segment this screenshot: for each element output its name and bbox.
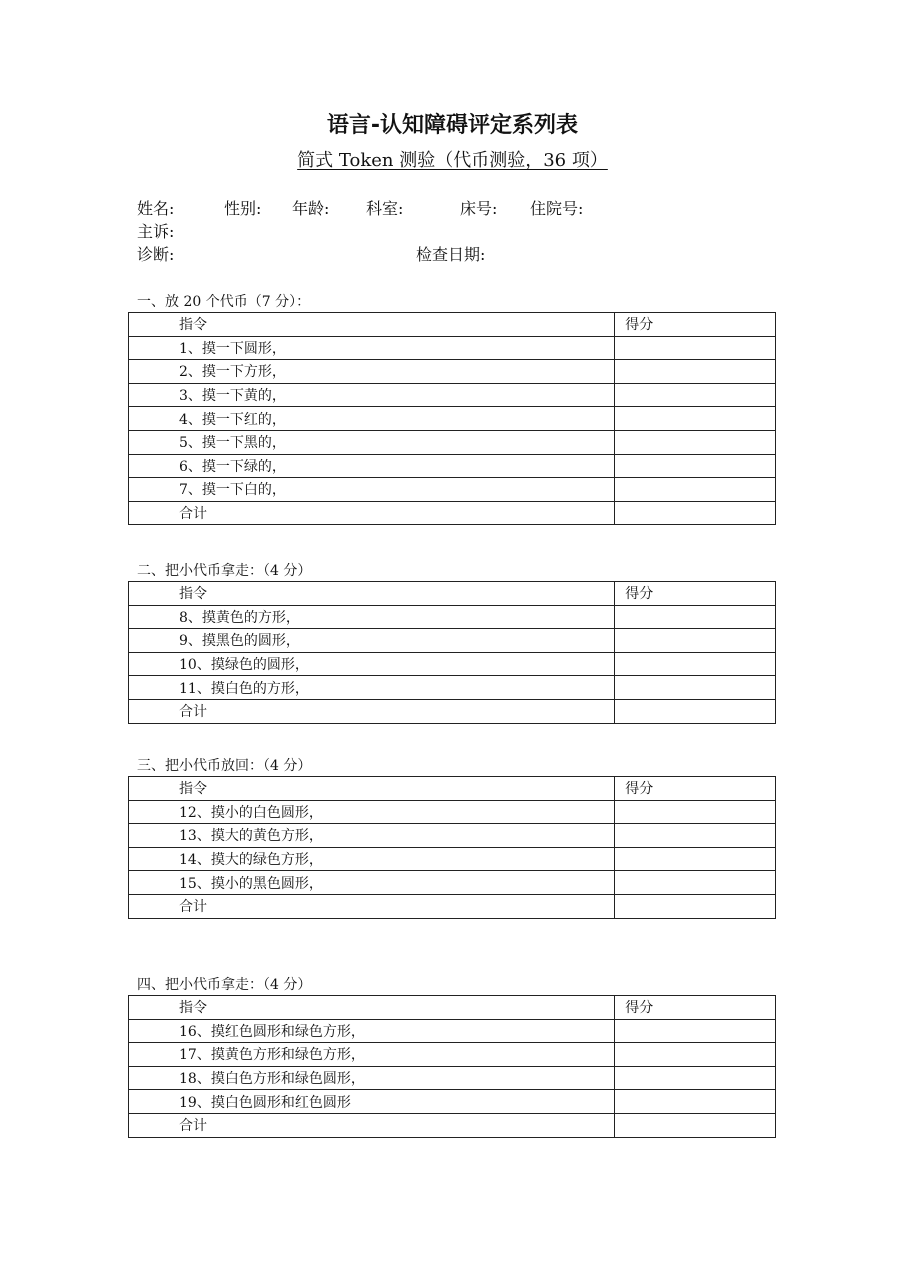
instruction-cell: 14、摸大的绿色方形， (129, 847, 615, 871)
total-row (129, 1113, 776, 1137)
score-cell[interactable] (615, 1090, 776, 1114)
score-cell[interactable] (615, 430, 776, 454)
document-title: 语言-认知障碍评定系列表 (326, 113, 579, 138)
table-row (129, 676, 776, 700)
table-row (129, 652, 776, 676)
score-cell[interactable] (615, 360, 776, 384)
score-cell[interactable] (615, 1043, 776, 1067)
instruction-cell: 2、摸一下方形， (129, 360, 615, 384)
table-row (129, 629, 776, 653)
table-row (129, 1090, 776, 1114)
table-header-row (129, 313, 776, 337)
table-row (129, 383, 776, 407)
instruction-cell: 5、摸一下黑的， (129, 430, 615, 454)
section-2-table (128, 581, 776, 724)
score-cell[interactable] (615, 383, 776, 407)
total-score-cell[interactable] (615, 699, 776, 723)
instruction-header: 指令 (129, 313, 615, 337)
score-cell[interactable] (615, 336, 776, 360)
table-row (129, 824, 776, 848)
table-row (129, 478, 776, 502)
score-cell[interactable] (615, 454, 776, 478)
instruction-cell: 12、摸小的白色圆形， (129, 800, 615, 824)
score-header: 得分 (615, 777, 776, 801)
instruction-cell: 7、摸一下白的， (129, 478, 615, 502)
table-row (129, 847, 776, 871)
instruction-cell: 4、摸一下红的， (129, 407, 615, 431)
instruction-cell: 1、摸一下圆形， (129, 336, 615, 360)
total-label: 合计 (129, 1113, 615, 1137)
section-1-title: 一、放 20 个代币（7 分）： (137, 294, 311, 310)
score-cell[interactable] (615, 824, 776, 848)
section-4-title: 四、把小代币拿走：（4 分） (137, 977, 312, 993)
total-score-cell[interactable] (615, 894, 776, 918)
table-header-row (129, 582, 776, 606)
instruction-cell: 3、摸一下黄的， (129, 383, 615, 407)
score-cell[interactable] (615, 676, 776, 700)
table-row (129, 454, 776, 478)
instruction-cell: 6、摸一下绿的， (129, 454, 615, 478)
score-cell[interactable] (615, 605, 776, 629)
subtitle-text: 简式 Token 测验（代币测验，36 项） (297, 150, 608, 171)
table-row (129, 407, 776, 431)
diagnosis-field: 诊断: (137, 245, 175, 264)
name-field: 姓名: (137, 199, 175, 218)
table-row (129, 871, 776, 895)
bed-field: 床号: (460, 199, 498, 218)
table-row (129, 430, 776, 454)
score-cell[interactable] (615, 1066, 776, 1090)
instruction-cell: 13、摸大的黄色方形， (129, 824, 615, 848)
score-header: 得分 (615, 996, 776, 1020)
section-2-title: 二、把小代币拿走：（4 分） (137, 563, 312, 579)
table-row (129, 1019, 776, 1043)
instruction-cell: 8、摸黄色的方形， (129, 605, 615, 629)
exam-date-field: 检查日期: (416, 245, 486, 264)
score-cell[interactable] (615, 478, 776, 502)
score-cell[interactable] (615, 407, 776, 431)
table-row (129, 605, 776, 629)
instruction-cell: 16、摸红色圆形和绿色方形， (129, 1019, 615, 1043)
instruction-header: 指令 (129, 996, 615, 1020)
instruction-cell: 11、摸白色的方形， (129, 676, 615, 700)
document-subtitle (0, 146, 905, 172)
total-score-cell[interactable] (615, 501, 776, 525)
instruction-cell: 17、摸黄色方形和绿色方形， (129, 1043, 615, 1067)
score-cell[interactable] (615, 800, 776, 824)
instruction-cell: 18、摸白色方形和绿色圆形， (129, 1066, 615, 1090)
table-row (129, 336, 776, 360)
total-label: 合计 (129, 699, 615, 723)
score-cell[interactable] (615, 652, 776, 676)
table-row (129, 360, 776, 384)
total-row (129, 699, 776, 723)
age-field: 年龄: (292, 199, 330, 218)
score-cell[interactable] (615, 871, 776, 895)
gender-field: 性别: (224, 199, 262, 218)
total-label: 合计 (129, 894, 615, 918)
total-row (129, 501, 776, 525)
table-row (129, 800, 776, 824)
section-3-title: 三、把小代币放回：（4 分） (137, 758, 312, 774)
score-header: 得分 (615, 313, 776, 337)
instruction-header: 指令 (129, 582, 615, 606)
score-header: 得分 (615, 582, 776, 606)
department-field: 科室: (366, 199, 404, 218)
admission-no-field: 住院号: (530, 199, 584, 218)
total-label: 合计 (129, 501, 615, 525)
table-header-row (129, 777, 776, 801)
score-cell[interactable] (615, 1019, 776, 1043)
score-cell[interactable] (615, 629, 776, 653)
instruction-cell: 9、摸黑色的圆形， (129, 629, 615, 653)
total-score-cell[interactable] (615, 1113, 776, 1137)
instruction-header: 指令 (129, 777, 615, 801)
section-1-table (128, 312, 776, 525)
score-cell[interactable] (615, 847, 776, 871)
instruction-cell: 10、摸绿色的圆形， (129, 652, 615, 676)
table-row (129, 1066, 776, 1090)
instruction-cell: 15、摸小的黑色圆形， (129, 871, 615, 895)
total-row (129, 894, 776, 918)
table-header-row (129, 996, 776, 1020)
section-3-table (128, 776, 776, 919)
complaint-field: 主诉: (137, 222, 175, 241)
section-4-table (128, 995, 776, 1138)
instruction-cell: 19、摸白色圆形和红色圆形 (129, 1090, 615, 1114)
table-row (129, 1043, 776, 1067)
